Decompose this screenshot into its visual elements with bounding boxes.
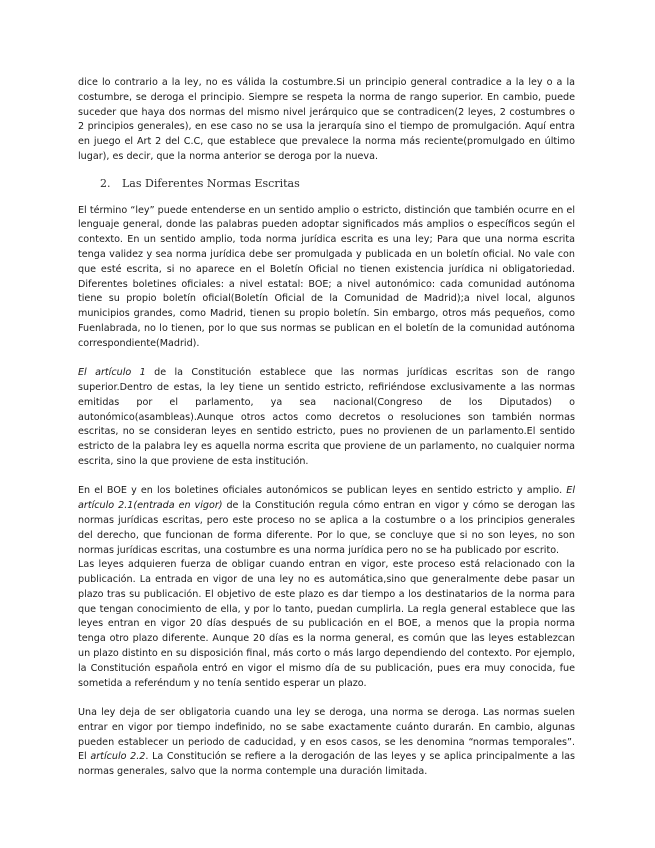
paragraph-text: de la Constitución establece que las normas jurídicas escritas son de rango superior.Dentro de estas, la ley tiene un sentido estricto, refiriéndose exclusivamente a las normas emitidas por el parlamento, ya sea nacional(Congreso de los Diputados) o autonómico(asambleas).Aunque otros actos como decretos o resoluciones son también normas escritas, no se consideran leyes en sentido estricto, pues no provienen de un parlamento.El sentido estricto de la palabra ley es aquella norma escrita que proviene de un parlamento, no cualquier norma escrita, sino la que proviene de esta institución. bbox=[78, 367, 575, 467]
paragraph-concepto-ley: El término “ley” puede entenderse en un sentido amplio o estricto, distinción que también ocurre en el lenguaje general, donde las palabras pueden adoptar significados más amplios o específicos según el contexto. En un sentido amplio, toda norma jurídica escrita es una ley; Para que una norma escrita tenga validez y sea norma jurídica debe ser promulgada y publicada en un boletín oficial. No vale con que esté escrita, si no aparece en el Boletín Oficial no tienen existencia jurídica ni obligatoriedad. Diferentes boletines oficiales: a nivel estatal: BOE; a nivel autonómico: cada comunidad autónoma tiene su propio boletín oficial(Boletín Oficial de la Comunidad de Madrid);a nivel local, algunos municipios grandes, como Madrid, tienen su propio boletín. Sin embargo, otros más pequeños, como Fuenlabrada, no lo tienen, por lo que sus normas se publican en el boletín de la comunidad autónoma correspondiente(Madrid). bbox=[78, 204, 575, 349]
heading-text: Las Diferentes Normas Escritas bbox=[122, 176, 300, 190]
paragraph-articulo-1 bbox=[78, 366, 575, 470]
paragraph-text: Una ley deja de ser obligatoria cuando una ley se deroga, una norma se deroga. Las normas suelen entrar en vigor por tiempo indefinido, no se sabe exactamente cuánto durarán. En cambio, algunas pueden establecer un periodo de caducidad, y en esos casos, se les denomina “normas temporales”. El bbox=[78, 707, 575, 763]
paragraph-derogacion bbox=[78, 706, 575, 780]
article-reference: artículo 2.2 bbox=[90, 751, 146, 763]
paragraph-text: de la Constitución regula cómo entran en vigor y cómo se derogan las normas jurídicas escritas, pero este proceso no se aplica a la costumbre o a los principios generales del derecho, que funcionan de forma diferente. Por lo que, se concluye que si no son leyes, no son normas jurídicas escritas, una costumbre es una norma jurídica pero no se ha publicado por escrito. bbox=[78, 500, 575, 556]
document-body bbox=[78, 76, 575, 780]
paragraph-entrada-vigor: Las leyes adquieren fuerza de obligar cuando entran en vigor, este proceso está relacionado con la publicación. La entrada en vigor de una ley no es automática,sino que generalmente debe pasar un plazo tras su publicación. El objetivo de este plazo es dar tiempo a los destinatarios de la norma para que tengan conocimiento de ella, y por lo tanto, puedan cumplirla. La regla general establece que las leyes entran en vigor 20 días después de su publicación en el BOE, a menos que la propia norma tenga otro plazo diferente. Aunque 20 días es la norma general, es común que las leyes establezcan un plazo distinto en su disposición final, más corto o más largo dependiendo del contexto. Por ejemplo, la Constitución española entró en vigor el mismo día de su publicación, pues era muy conocida, fue sometida a referéndum y no tenía sentido esperar un plazo. bbox=[78, 559, 575, 689]
paragraph-text: En el BOE y en los boletines oficiales autonómicos se publican leyes en sentido estricto y amplio. bbox=[78, 485, 567, 497]
article-reference: El artículo 2.1(entrada en vigor) bbox=[78, 485, 575, 512]
section-heading bbox=[100, 177, 575, 192]
paragraph-text: . La Constitución se refiere a la derogación de las leyes y se aplica principalmente a las normas generales, salvo que la norma contemple una duración limitada. bbox=[78, 751, 575, 778]
paragraph-jerarquia: dice lo contrario a la ley, no es válida la costumbre.Si un principio general contradice a la ley o a la costumbre, se deroga el principio. Siempre se respeta la norma de rango superior. En cambio, puede suceder que haya dos normas del mismo nivel jerárquico que se contradicen(2 leyes, 2 costumbres o 2 principios generales), en ese caso no se usa la jerarquía sino el tiempo de promulgación. Aquí entra en juego el Art 2 del C.C, que establece que prevalece la norma más reciente(promulgado en último lugar), es decir, que la norma anterior se deroga por la nueva. bbox=[78, 77, 575, 162]
article-reference: El artículo 1 bbox=[78, 367, 146, 379]
paragraph-boe bbox=[78, 484, 575, 558]
heading-number: 2. bbox=[100, 176, 111, 190]
